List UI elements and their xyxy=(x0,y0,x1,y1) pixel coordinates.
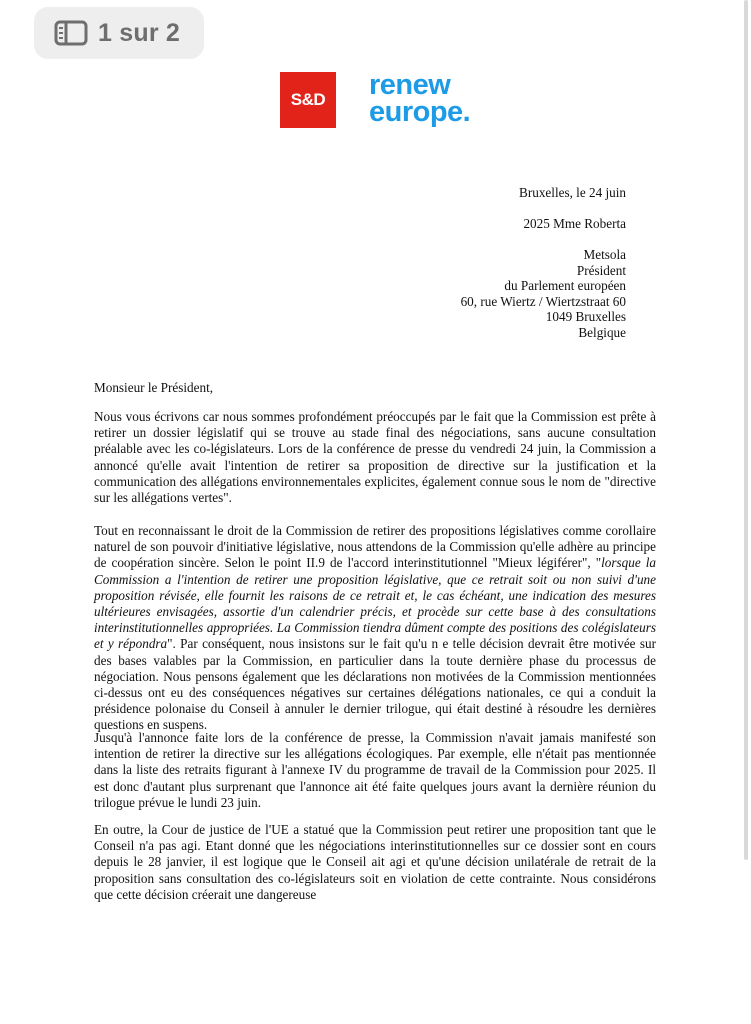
page-indicator-label: 1 sur 2 xyxy=(98,18,181,47)
sidebar-panel-icon xyxy=(54,20,88,46)
page-indicator[interactable] xyxy=(34,7,204,59)
address-line: Belgique xyxy=(578,324,626,340)
address-line: Metsola xyxy=(583,247,626,262)
paragraph-2 xyxy=(94,523,656,734)
address-spacer xyxy=(461,201,626,217)
address-spacer xyxy=(461,232,626,248)
letterhead-logos xyxy=(280,69,471,130)
address-line: 1049 Bruxelles xyxy=(545,309,626,324)
address-line: Bruxelles, le 24 juin xyxy=(519,185,626,200)
renew-logo-line1: renew xyxy=(369,69,451,101)
paragraph-2-start: Tout en reconnaissant le droit de la Commission de retirer des propositions législatives comme corollaire naturel de son pouvoir d'initiative législative, nous attendons de la Commission qu'elle adhère au principe de coopération sincère. Selon le point II.9 de l'accord interinstitutionnel "Mieux légiférer", " xyxy=(94,523,656,571)
salutation: Monsieur le Président, xyxy=(94,380,214,395)
paragraph-4: En outre, la Cour de justice de l'UE a statué que la Commission peut retirer une proposition tant que le Conseil n'a pas agi. Etant donné que les négociations interinstitutionnelles sur ce dossier sont en cours depuis le 28 janvier, il est logique que le Conseil ait agi et qu'une décision unilatérale de retrait de la proposition sans consultation des co-législateurs soit en violation de cette contrainte. Nous considérons que cette décision créerait une dangereuse xyxy=(94,822,656,902)
scrollbar[interactable] xyxy=(744,0,748,860)
sd-logo-text: S&D xyxy=(290,90,326,109)
paragraph-2-end: ". Par conséquent, nous insistons sur le fait qu'u n e telle décision devrait être motivée sur des bases valables par la Commission, en particulier dans la toute dernière phase du processus de négociation. Nous pensons également que les déclarations non motivées de la Commission mentionnées ci-dessus ont eu des conséquences négatives sur certaines délégations nationales, ce qui a conduit la présidence polonaise du Conseil à annuler le dernier trilogue, qui était destiné à résoudre les dernières questions en suspens. xyxy=(94,636,656,733)
renew-logo-line2: europe. xyxy=(369,96,471,128)
address-line: du Parlement européen xyxy=(504,278,626,293)
address-line: 2025 Mme Roberta xyxy=(523,216,626,231)
address-line: 60, rue Wiertz / Wiertzstraat 60 xyxy=(460,293,626,309)
sd-logo xyxy=(280,72,336,128)
address-line: Président xyxy=(576,262,626,278)
renew-europe-logo xyxy=(369,69,471,128)
address-block xyxy=(461,185,626,340)
paragraph-2-quote: lorsque la Commission a l'intention de retirer une proposition législative, que ce retrait soit ou non suivi d'une proposition révisée, elle fournit les raisons de ce retrait et, le cas échéant, une indication des mesures ultérieures envisagées, assortie d'un calendrier précis, et procède sur cette base à des consultations interinstitutionnelles appropriées. La Commission tiendra dûment compte des positions des colégislateurs et y répondra xyxy=(94,555,656,652)
paragraph-3: Jusqu'à l'annonce faite lors de la conférence de presse, la Commission n'avait jamais manifesté son intention de retirer la directive sur les allégations écologiques. Par exemple, elle n'était pas mentionnée dans la liste des retraits figurant à l'annexe IV du programme de travail de la Commission pour 2025. Il est donc d'autant plus surprenant que l'annonce ait été faite quelques jours avant la dernière réunion du trilogue prévue le lundi 23 juin. xyxy=(94,730,656,810)
paragraph-1: Nous vous écrivons car nous sommes profondément préoccupés par le fait que la Commission est prête à retirer un dossier législatif qui se trouve au stade final des négociations, sans aucune consultation préalable avec les co-législateurs. Lors de la conférence de presse du vendredi 24 juin, la Commission a annoncé qu'elle avait l'intention de retirer sa proposition de directive sur la justification et la communication des allégations environnementales explicites, également connue sous le nom de "directive sur les allégations vertes". xyxy=(94,409,656,506)
